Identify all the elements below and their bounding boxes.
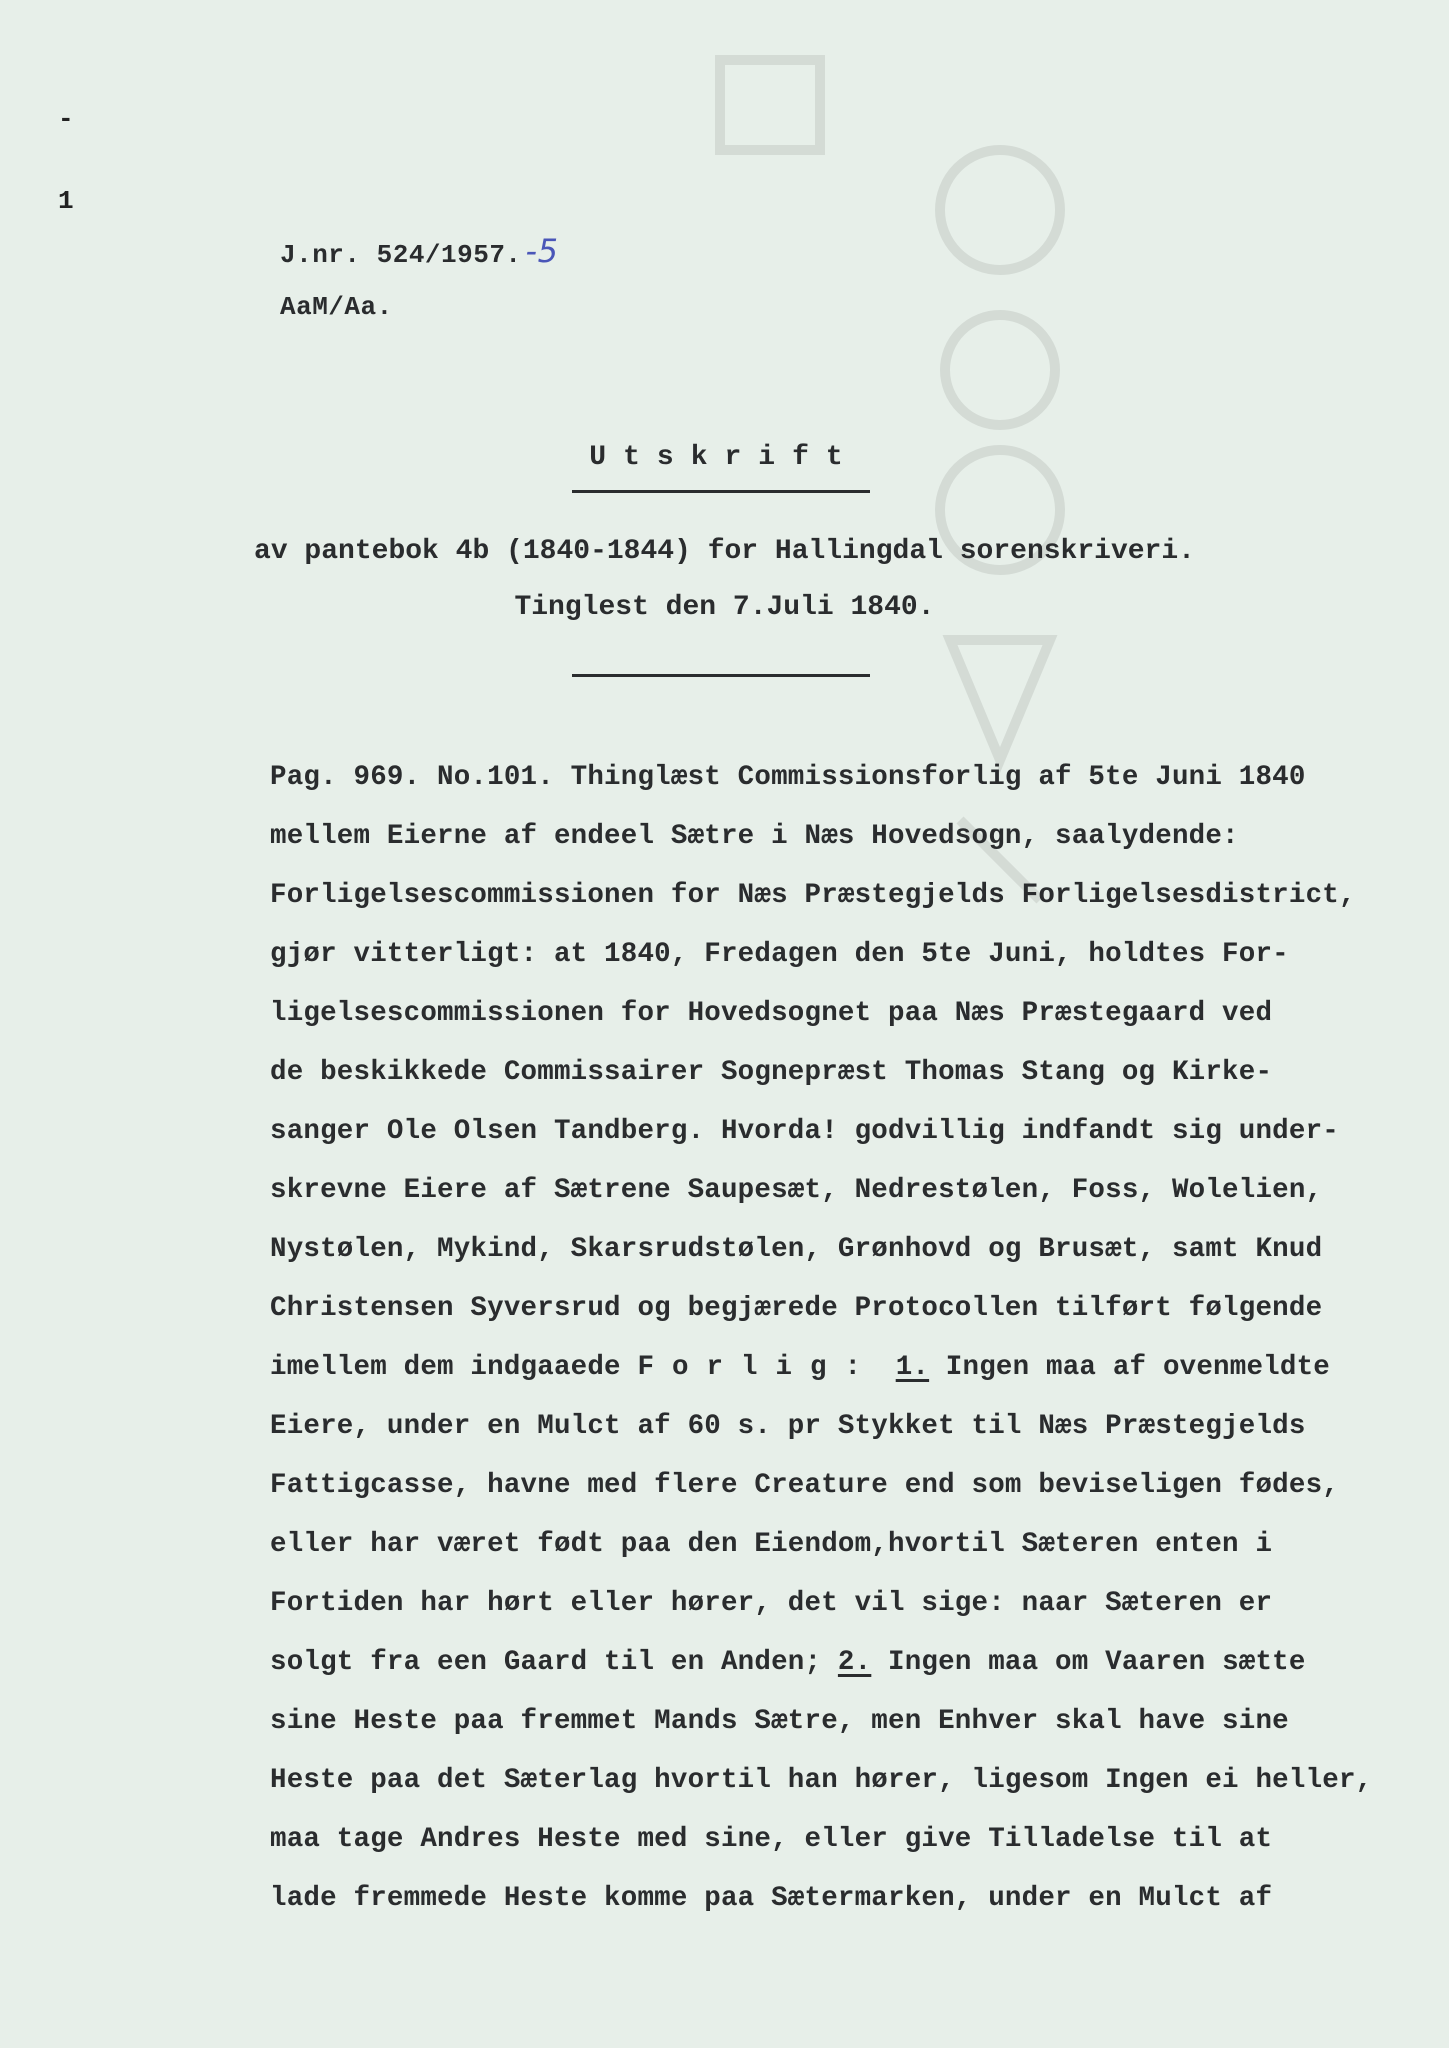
- text-line: eller har været født paa den Eiendom,hvortil Sæteren enten i: [270, 1529, 1273, 1560]
- text-line: gjør vitterligt: at 1840, Fredagen den 5te Juni, holdtes For-: [270, 939, 1289, 970]
- initials: AaM/Aa.: [280, 292, 393, 322]
- clause-number-2: 2.: [837, 1647, 872, 1678]
- clause-number-1: 1.: [895, 1352, 930, 1383]
- text-line: Christensen Syversrud og begjærede Protocollen tilført følgende: [270, 1293, 1323, 1324]
- text-line: sanger Ole Olsen Tandberg. Hvorda! godvillig indfandt sig under-: [270, 1116, 1339, 1147]
- text-line: [270, 1338, 1410, 1397]
- section-divider: [572, 674, 870, 677]
- title-underline: [572, 490, 870, 493]
- text-line: mellem Eierne af endeel Sætre i Næs Hovedsogn, saalydende:: [270, 821, 1239, 852]
- text-line: Fortiden har hørt eller hører, det vil sige: naar Sæteren er: [270, 1588, 1273, 1619]
- document-title: Utskrift: [589, 442, 860, 473]
- journal-number-text: J.nr. 524/1957.: [280, 240, 522, 270]
- text-line: [270, 1633, 1410, 1692]
- text-segment: imellem dem indgaaede: [270, 1352, 638, 1383]
- text-line: Forligelsescommissionen for Næs Præstegjelds Forligelsesdistrict,: [270, 880, 1356, 911]
- text-line: Pag. 969. No.101. Thinglæst Commissionsforlig af 5te Juni 1840: [270, 762, 1306, 793]
- transcript-body: [270, 748, 1410, 1928]
- text-segment: solgt fra een Gaard til en Anden;: [270, 1647, 838, 1678]
- text-line: de beskikkede Commissairer Sognepræst Thomas Stang og Kirke-: [270, 1057, 1273, 1088]
- handwritten-suffix: -5: [525, 232, 559, 270]
- text-line: ligelsescommissionen for Hovedsognet paa Næs Præstegaard ved: [270, 998, 1273, 1029]
- text-line: maa tage Andres Heste med sine, eller give Tilladelse til at: [270, 1824, 1273, 1855]
- text-line: Heste paa det Sæterlag hvortil han hører, ligesom Ingen ei heller,: [270, 1765, 1373, 1796]
- text-line: Nystølen, Mykind, Skarsrudstølen, Grønhovd og Brusæt, samt Knud: [270, 1234, 1323, 1265]
- text-line: Eiere, under en Mulct af 60 s. pr Stykket til Næs Præstegjelds: [270, 1411, 1306, 1442]
- text-line: Fattigcasse, havne med flere Creature end som beviseligen fødes,: [270, 1470, 1339, 1501]
- text-segment: Ingen maa af ovenmeldte: [929, 1352, 1330, 1383]
- text-segment: Ingen maa om Vaaren sætte: [871, 1647, 1306, 1678]
- margin-dash-mark: -: [58, 104, 74, 134]
- source-line: av pantebok 4b (1840-1844) for Hallingdal sorenskriveri.: [254, 536, 1195, 567]
- text-line: sine Heste paa fremmet Mands Sætre, men Enhver skal have sine: [270, 1706, 1289, 1737]
- text-line: skrevne Eiere af Sætrene Saupesæt, Nedrestølen, Foss, Wolelien,: [270, 1175, 1323, 1206]
- tinglest-date-line: Tinglest den 7.Juli 1840.: [514, 592, 935, 623]
- text-line: lade fremmede Heste komme paa Sætermarken, under en Mulct af: [270, 1883, 1273, 1914]
- journal-number: [280, 232, 558, 270]
- spaced-word-forlig: Forlig:: [637, 1352, 879, 1383]
- margin-number-mark: 1: [58, 186, 74, 216]
